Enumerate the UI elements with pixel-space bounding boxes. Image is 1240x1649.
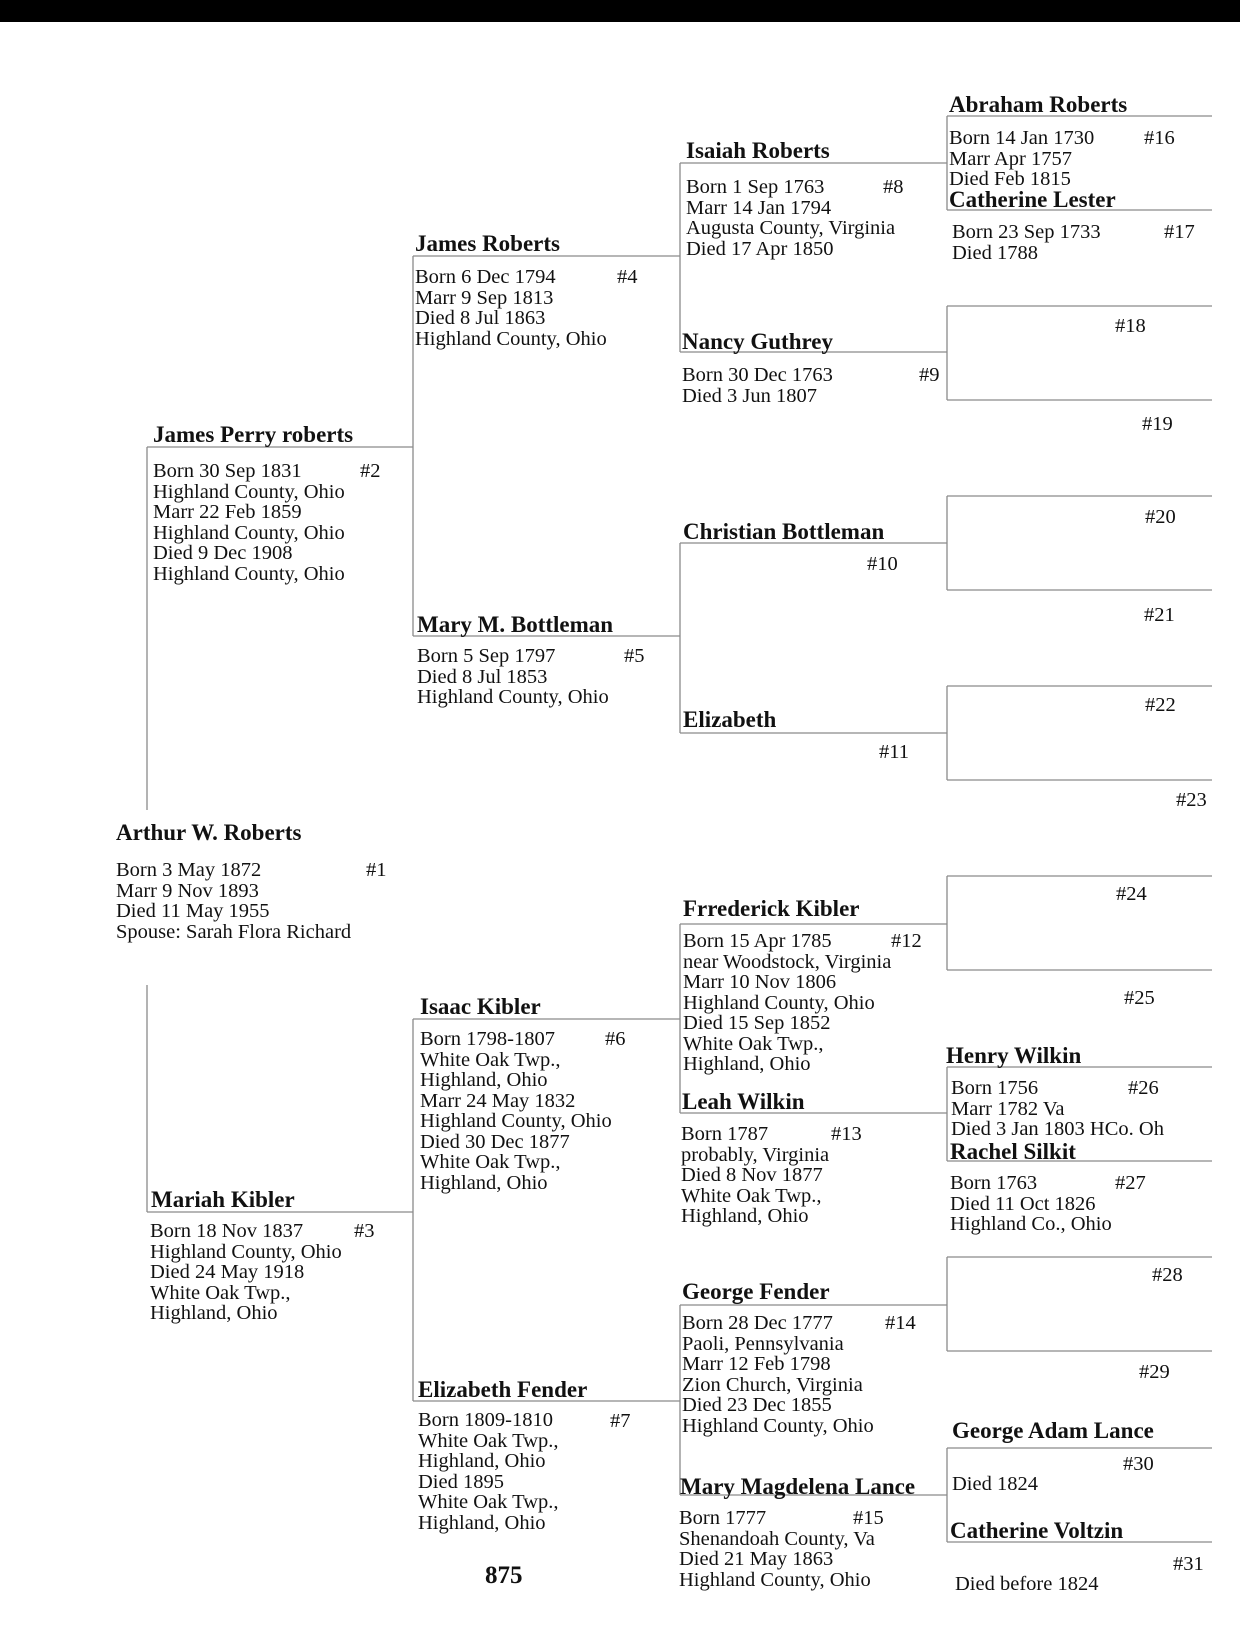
person-18-number: #18 — [1115, 315, 1146, 337]
person-7-details — [418, 1410, 559, 1533]
person-7-info-line: Died 1895 — [418, 1470, 504, 1493]
person-12-number: #12 — [891, 930, 922, 952]
person-3-name: Mariah Kibler — [151, 1187, 295, 1212]
person-2-number: #2 — [360, 460, 381, 482]
person-3-details — [150, 1221, 342, 1324]
person-6-info-line: Highland, Ohio — [420, 1171, 548, 1194]
person-14-info-line: Zion Church, Virginia — [682, 1373, 863, 1396]
person-8-info-line: Marr 14 Jan 1794 — [686, 196, 832, 219]
person-5-info-line: Died 8 Jul 1853 — [417, 665, 548, 688]
person-27-details — [950, 1173, 1112, 1235]
person-5-info-line: Highland County, Ohio — [417, 686, 609, 708]
person-14-info-line: Highland County, Ohio — [682, 1414, 874, 1437]
person-14-info-line: Died 23 Dec 1855 — [682, 1394, 832, 1416]
person-6-info-line: Died 30 Dec 1877 — [420, 1130, 570, 1153]
person-13-info-line: Highland, Ohio — [681, 1205, 809, 1227]
person-26-name: Henry Wilkin — [946, 1043, 1082, 1068]
person-31-info-line: Died before 1824 — [955, 1573, 1099, 1595]
person-1-marr: Marr 9 Nov 1893 — [116, 879, 259, 902]
person-14-number: #14 — [885, 1312, 916, 1334]
person-4-name: James Roberts — [415, 231, 560, 256]
person-15-info-line: Highland County, Ohio — [679, 1568, 871, 1591]
page-number: 875 — [485, 1562, 523, 1589]
person-1-born: Born 3 May 1872 — [116, 859, 262, 881]
person-13-info-line: probably, Virginia — [681, 1143, 830, 1166]
person-6-number: #6 — [605, 1028, 626, 1050]
person-24-number: #24 — [1116, 883, 1147, 905]
person-23-number: #23 — [1176, 789, 1207, 811]
person-9-name: Nancy Guthrey — [682, 329, 833, 354]
person-17-details — [952, 222, 1101, 263]
person-17-info-line: Born 23 Sep 1733 — [952, 221, 1101, 243]
person-30-info-line: Died 1824 — [952, 1473, 1038, 1495]
person-31-number: #31 — [1173, 1553, 1204, 1575]
person-16-name: Abraham Roberts — [949, 92, 1128, 117]
person-4-info-line: Born 6 Dec 1794 — [415, 266, 556, 288]
person-14-name: George Fender — [682, 1279, 830, 1304]
person-7-info-line: Born 1809-1810 — [418, 1409, 553, 1431]
person-12-info-line: Marr 10 Nov 1806 — [683, 971, 837, 993]
person-3-info-line: Born 18 Nov 1837 — [150, 1220, 304, 1242]
person-16-info-line: Born 14 Jan 1730 — [949, 127, 1095, 149]
person-28-number: #28 — [1152, 1264, 1183, 1286]
person-14-info-line: Born 28 Dec 1777 — [682, 1312, 833, 1334]
person-2-info-line: Highland County, Ohio — [153, 562, 345, 585]
person-9-info-line: Died 3 Jun 1807 — [682, 384, 817, 407]
person-7-info-line: Highland, Ohio — [418, 1511, 546, 1534]
person-5-details — [417, 646, 609, 708]
person-19-number: #19 — [1142, 413, 1173, 435]
person-2-info-line: Born 30 Sep 1831 — [153, 460, 302, 482]
person-15-info-line: Born 1777 — [679, 1507, 767, 1529]
person-17-name: Catherine Lester — [949, 187, 1116, 212]
person-15-name: Mary Magdelena Lance — [680, 1474, 916, 1499]
person-15-number: #15 — [853, 1507, 884, 1529]
person-13-name: Leah Wilkin — [682, 1089, 805, 1114]
person-15-info-line: Died 21 May 1863 — [679, 1548, 834, 1570]
person-6-info-line: Marr 24 May 1832 — [420, 1089, 576, 1112]
person-29-number: #29 — [1139, 1361, 1170, 1383]
person-3-info-line: Died 24 May 1918 — [150, 1261, 305, 1283]
person-10-name: Christian Bottleman — [683, 519, 885, 544]
person-31-name: Catherine Voltzin — [950, 1518, 1124, 1543]
person-2-name: James Perry roberts — [153, 422, 354, 447]
person-26-info-line: Born 1756 — [951, 1077, 1039, 1099]
person-16-info-line: Marr Apr 1757 — [949, 147, 1072, 170]
person-14-details — [682, 1313, 874, 1436]
person-30-name: George Adam Lance — [952, 1418, 1154, 1443]
person-9-number: #9 — [919, 364, 940, 386]
person-2-details — [153, 461, 345, 584]
person-6-info-line: White Oak Twp., — [420, 1048, 561, 1071]
person-14-info-line: Marr 12 Feb 1798 — [682, 1353, 831, 1375]
person-30-number: #30 — [1123, 1453, 1154, 1475]
person-12-info-line: Born 15 Apr 1785 — [683, 930, 832, 952]
person-7-name: Elizabeth Fender — [418, 1377, 588, 1402]
person-12-info-line: near Woodstock, Virginia — [683, 950, 892, 973]
person-12-name: Frrederick Kibler — [683, 896, 860, 921]
person-27-info-line: Died 11 Oct 1826 — [950, 1192, 1096, 1215]
person-12-info-line: Highland County, Ohio — [683, 991, 875, 1014]
person-15-info-line: Shenandoah County, Va — [679, 1527, 875, 1550]
person-12-info-line: Highland, Ohio — [683, 1053, 811, 1075]
person-13-info-line: Died 8 Nov 1877 — [681, 1164, 823, 1186]
person-14-info-line: Paoli, Pennsylvania — [682, 1332, 844, 1355]
person-6-info-line: Highland, Ohio — [420, 1069, 548, 1091]
person-7-info-line: Highland, Ohio — [418, 1450, 546, 1472]
person-27-number: #27 — [1115, 1172, 1146, 1194]
person-27-name: Rachel Silkit — [950, 1139, 1076, 1164]
person-4-details — [415, 267, 607, 349]
person-8-info-line: Born 1 Sep 1763 — [686, 176, 825, 198]
person-26-details — [951, 1078, 1164, 1140]
person-7-number: #7 — [610, 1410, 631, 1432]
person-22-number: #22 — [1145, 694, 1176, 716]
person-10-number: #10 — [867, 553, 898, 575]
person-1-died: Died 11 May 1955 — [116, 900, 270, 922]
person-6-info-line: White Oak Twp., — [420, 1151, 561, 1173]
person-5-name: Mary M. Bottleman — [417, 612, 614, 637]
person-26-info-line: Marr 1782 Va — [951, 1097, 1065, 1120]
person-4-info-line: Died 8 Jul 1863 — [415, 307, 546, 329]
person-7-info-line: White Oak Twp., — [418, 1491, 559, 1513]
person-13-details — [681, 1124, 829, 1227]
person-16-details — [949, 128, 1094, 190]
person-16-info-line: Died Feb 1815 — [949, 168, 1071, 190]
person-6-info-line: Born 1798-1807 — [420, 1028, 555, 1050]
person-21-number: #21 — [1144, 604, 1175, 626]
person-2-info-line: Highland County, Ohio — [153, 480, 345, 503]
person-3-info-line: Highland, Ohio — [150, 1302, 278, 1324]
person-15-details — [679, 1508, 875, 1590]
person-5-number: #5 — [624, 645, 645, 667]
person-8-details — [686, 177, 895, 259]
person-11-number: #11 — [879, 741, 909, 763]
person-6-info-line: Highland County, Ohio — [420, 1110, 612, 1132]
person-2-info-line: Died 9 Dec 1908 — [153, 542, 293, 564]
person-4-info-line: Marr 9 Sep 1813 — [415, 286, 554, 309]
person-8-number: #8 — [883, 176, 904, 198]
person-20-number: #20 — [1145, 506, 1176, 528]
person-8-info-line: Augusta County, Virginia — [686, 217, 896, 239]
person-26-number: #26 — [1128, 1077, 1159, 1099]
person-12-details — [683, 931, 891, 1075]
person-6-details — [420, 1029, 612, 1193]
person-17-number: #17 — [1164, 221, 1195, 243]
person-1-name: Arthur W. Roberts — [116, 820, 302, 845]
person-3-info-line: Highland County, Ohio — [150, 1240, 342, 1263]
person-6-name: Isaac Kibler — [420, 994, 541, 1019]
person-27-info-line: Born 1763 — [950, 1172, 1038, 1194]
person-16-number: #16 — [1144, 127, 1175, 149]
person-9-details — [682, 365, 833, 406]
person-13-info-line: White Oak Twp., — [681, 1184, 822, 1207]
person-4-number: #4 — [617, 266, 638, 288]
person-30-details — [952, 1474, 1038, 1495]
person-5-info-line: Born 5 Sep 1797 — [417, 645, 556, 667]
person-12-info-line: Died 15 Sep 1852 — [683, 1012, 831, 1034]
person-7-info-line: White Oak Twp., — [418, 1429, 559, 1452]
person-8-name: Isaiah Roberts — [686, 138, 830, 163]
person-31-details — [955, 1574, 1098, 1595]
person-13-number: #13 — [831, 1123, 862, 1145]
person-3-info-line: White Oak Twp., — [150, 1281, 291, 1304]
person-3-number: #3 — [354, 1220, 375, 1242]
person-1-number: #1 — [366, 859, 387, 881]
person-11-name: Elizabeth — [683, 707, 777, 732]
person-12-info-line: White Oak Twp., — [683, 1032, 824, 1055]
person-4-info-line: Highland County, Ohio — [415, 327, 607, 350]
person-25-number: #25 — [1124, 987, 1155, 1009]
person-13-info-line: Born 1787 — [681, 1123, 769, 1145]
person-2-info-line: Marr 22 Feb 1859 — [153, 501, 302, 523]
person-8-info-line: Died 17 Apr 1850 — [686, 237, 834, 260]
person-17-info-line: Died 1788 — [952, 241, 1038, 264]
person-9-info-line: Born 30 Dec 1763 — [682, 364, 833, 386]
person-2-info-line: Highland County, Ohio — [153, 521, 345, 544]
person-27-info-line: Highland Co., Ohio — [950, 1213, 1112, 1235]
person-1-spouse: Spouse: Sarah Flora Richard — [116, 920, 352, 943]
person-1-details — [116, 860, 351, 942]
person-26-info-line: Died 3 Jan 1803 HCo. Oh — [951, 1118, 1164, 1140]
